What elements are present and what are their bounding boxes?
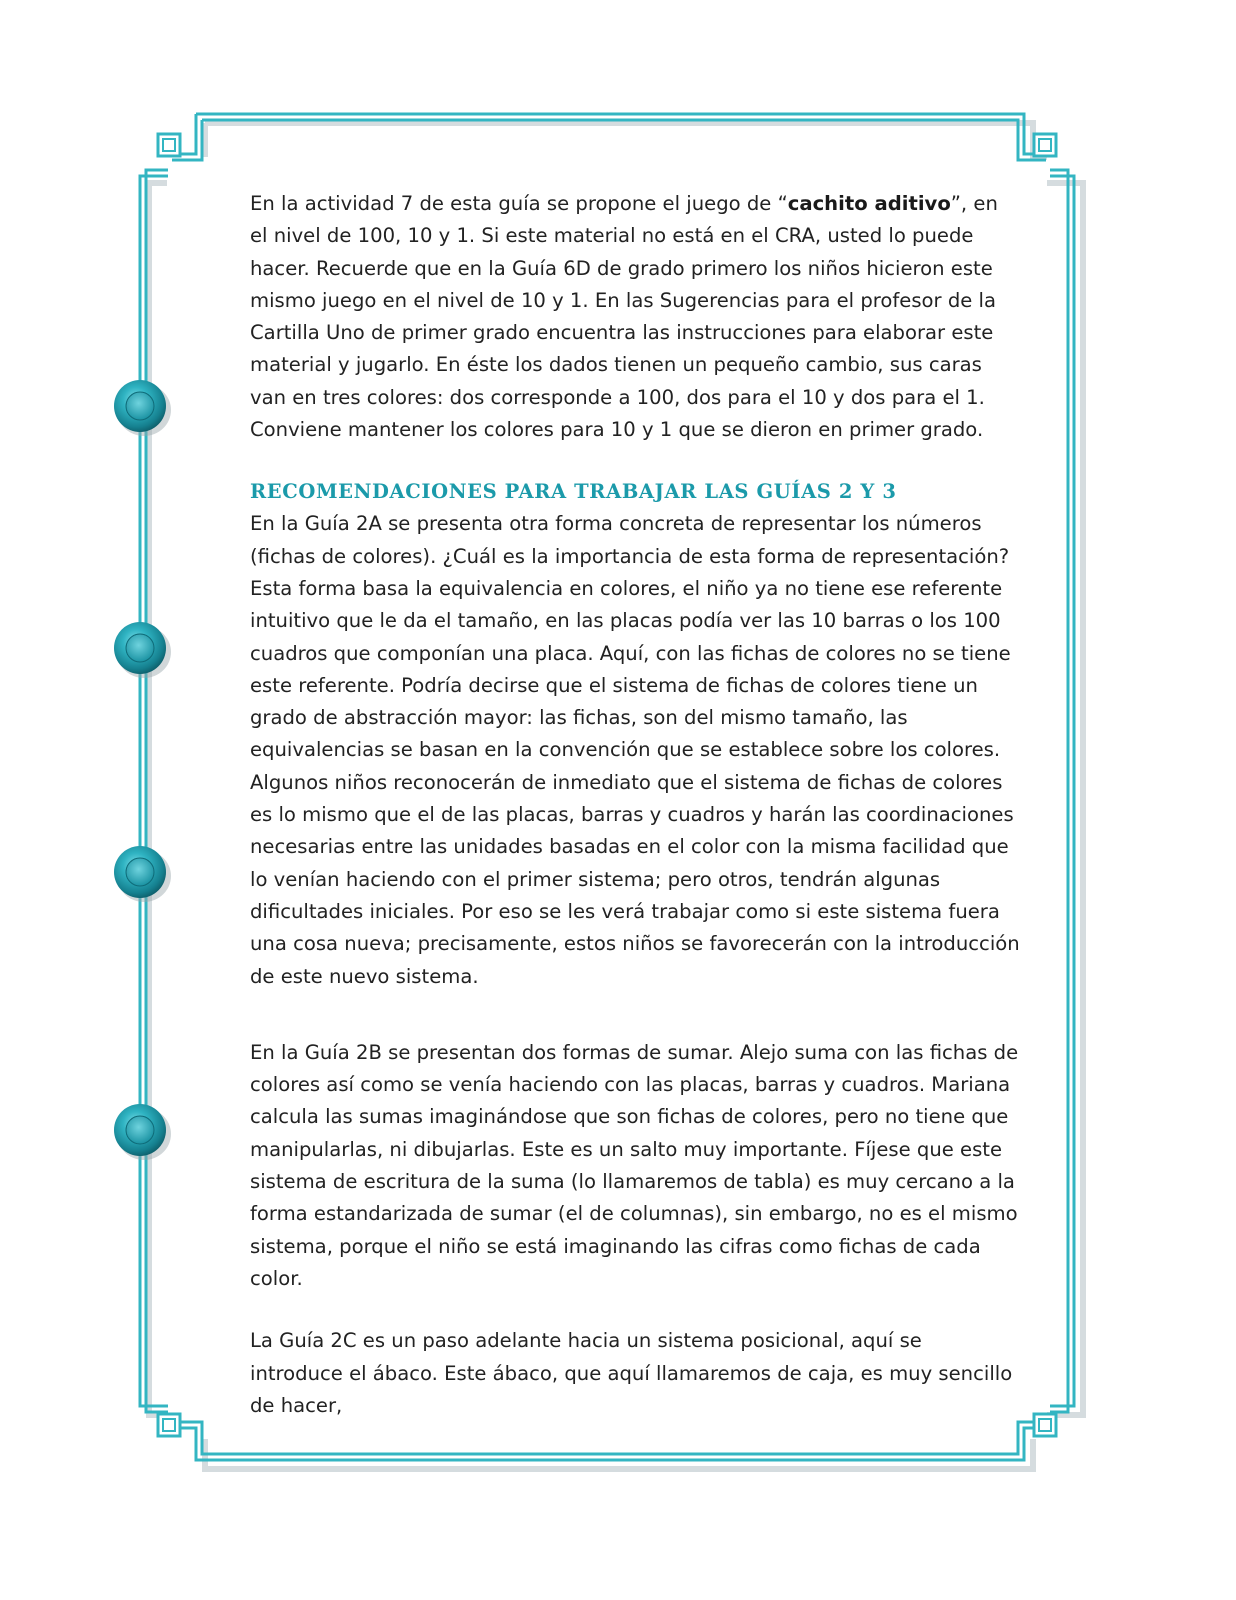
intro-paragraph [250, 188, 1020, 446]
intro-text-rest: ”, en el nivel de 100, 10 y 1. Si este material no está en el CRA, usted lo puede hacer. Recuerde que en la Guía 6D de grado primero los niños hicieron este mismo juego en el nivel de 10 y 1. En las Sugerencias para el profesor de la Cartilla Uno de primer grado encuentra las instrucciones para elaborar este material y jugarlo. En éste los dados tienen un pequeño cambio, sus caras van en tres colores: dos corresponde a 100, dos para el 10 y dos para el 1. Conviene mantener los colores para 10 y 1 que se dieron en primer grado. [250, 192, 998, 442]
corner-square-icon [1034, 1414, 1056, 1436]
corner-square-icon [1034, 134, 1056, 156]
teal-bead-icon [114, 1104, 171, 1160]
paragraph-guia-2b: En la Guía 2B se presentan dos formas de sumar. Alejo suma con las fichas de colores así como se venía haciendo con las placas, barras y cuadros. Mariana calcula las sumas imaginándose que son fichas de colores, pero no tiene que manipularlas, ni dibujarlas. Este es un salto muy importante. Fíjese que este sistema de escritura de la suma (lo llamaremos de tabla) es muy cercano a la forma estandarizada de sumar (el de columnas), sin embargo, no es el mismo sistema, porque el niño se está imaginando las cifras como fichas de cada color. [250, 1040, 1019, 1290]
paragraph-guia-2c: La Guía 2C es un paso adelante hacia un sistema posicional, aquí se introduce el ábaco. Este ábaco, que aquí llamaremos de caja, es muy sencillo de hacer, [250, 1329, 1013, 1417]
corner-square-icon [158, 134, 180, 156]
game-name: cachito aditivo [787, 192, 951, 215]
teal-bead-icon [114, 380, 171, 436]
paragraph-guia-2a: En la Guía 2A se presenta otra forma concreta de representar los números (fichas de colores). ¿Cuál es la importancia de esta forma de representación? Esta forma basa la equivalencia en colores, el niño ya no tiene ese referente intuitivo que le da el tamaño, en las placas podía ver las 10 barras o los 100 cuadros que componían una placa. Aquí, con las fichas de colores no se tiene este referente. Podría decirse que el sistema de fichas de colores tiene un grado de abstracción mayor: las fichas, son del mismo tamaño, las equivalencias se basan en la convención que se establece sobre los colores. Algunos niños reconocerán de inmediato que el sistema de fichas de colores es lo mismo que el de las placas, barras y cuadros y harán las coordinaciones necesarias entre las unidades basadas en el color con la misma facilidad que lo venían haciendo con el primer sistema; pero otros, tendrán algunas dificultades iniciales. Por eso se les verá trabajar como si este sistema fuera una cosa nueva; precisamente, estos niños se favorecerán con la introducción de este nuevo sistema. [250, 512, 1020, 988]
intro-text-start: En la actividad 7 de esta guía se propone el juego de “ [250, 192, 788, 215]
teal-bead-icon [114, 622, 171, 678]
document-body [250, 188, 1020, 1422]
section-heading: RECOMENDACIONES PARA TRABAJAR LAS GUÍAS 2 Y 3 [250, 480, 897, 504]
corner-square-icon [158, 1414, 180, 1436]
teal-bead-icon [114, 846, 171, 902]
